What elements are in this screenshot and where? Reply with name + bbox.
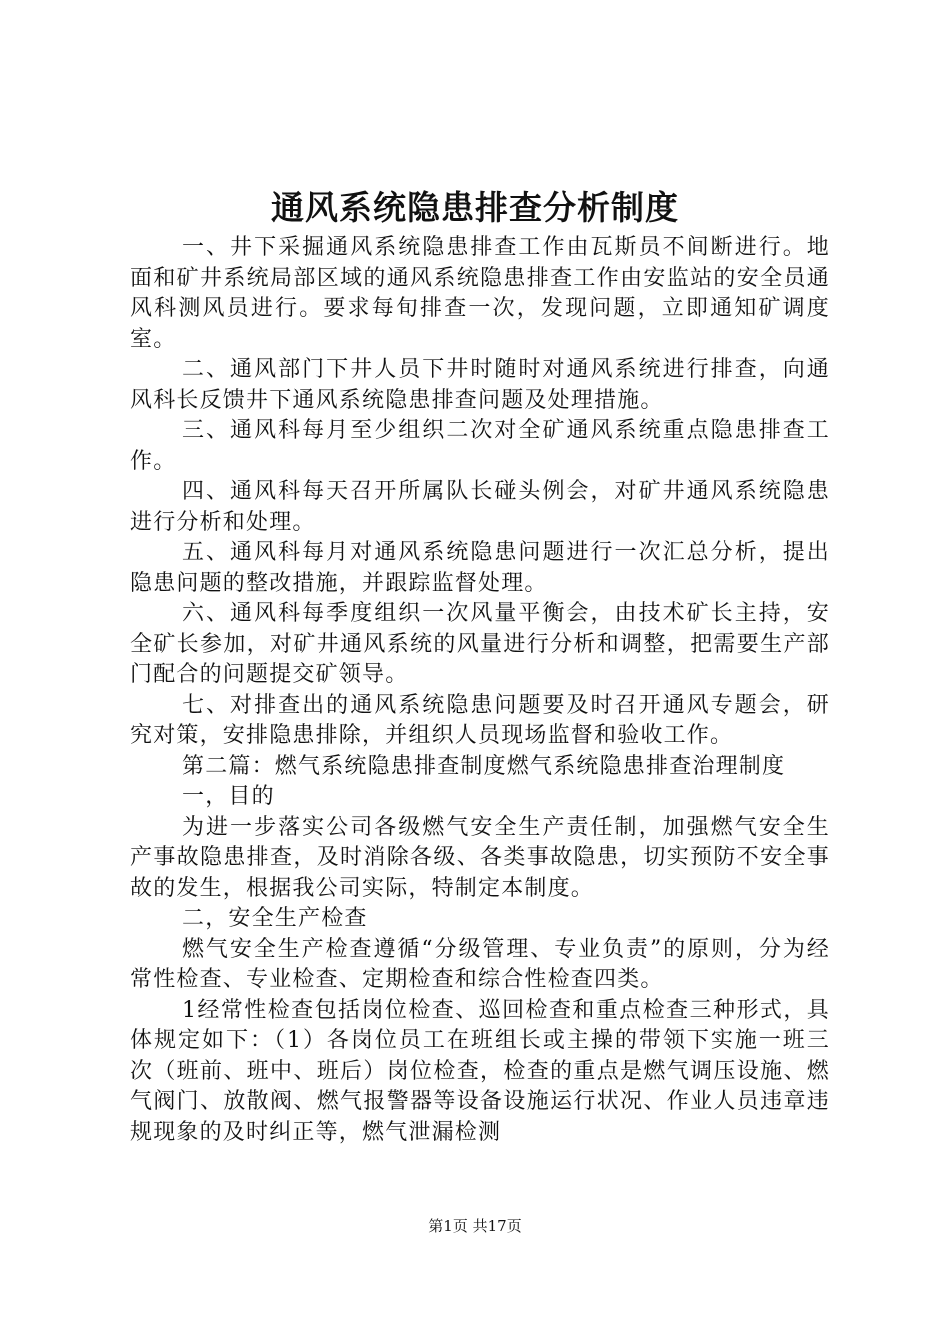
- subsection-heading: 一，目的: [182, 784, 275, 809]
- section-heading: 第二篇：燃气系统隐患排查制度燃气系统隐患排查治理制度: [182, 753, 786, 779]
- paragraph: 燃气安全生产检查遵循“分级管理、专业负责”的原则，分为经常性检查、专业检查、定期检查和综合性检查四类。: [130, 936, 830, 992]
- paragraph: 三、通风科每月至少组织二次对全矿通风系统重点隐患排查工作。: [130, 418, 830, 474]
- paragraph: 1经常性检查包括岗位检查、巡回检查和重点检查三种形式，具体规定如下：（1）各岗位员工在班组长或主操的带领下实施一班三次（班前、班中、班后）岗位检查，检查的重点是燃气调压设施、燃气阀门、放散阀、燃气报警器等设备设施运行状况、作业人员违章违规现象的及时纠正等，燃气泄漏检测: [130, 997, 830, 1145]
- paragraph: 四、通风科每天召开所属队长碰头例会，对矿井通风系统隐患进行分析和处理。: [130, 479, 830, 535]
- page-number-footer: 第1页 共17页: [428, 1217, 522, 1235]
- document-title: 通风系统隐患排查分析制度: [271, 188, 679, 227]
- subsection-heading: 二，安全生产检查: [182, 906, 368, 931]
- paragraph: 为进一步落实公司各级燃气安全生产责任制，加强燃气安全生产事故隐患排查，及时消除各级、各类事故隐患，切实预防不安全事故的发生，根据我公司实际，特制定本制度。: [130, 814, 830, 901]
- document-body: [130, 233, 830, 1148]
- paragraph: 七、对排查出的通风系统隐患问题要及时召开通风专题会，研究对策，安排隐患排除，并组织人员现场监督和验收工作。: [130, 692, 830, 748]
- paragraph: 五、通风科每月对通风系统隐患问题进行一次汇总分析，提出隐患问题的整改措施，并跟踪监督处理。: [130, 540, 830, 596]
- paragraph: 一、井下采掘通风系统隐患排查工作由瓦斯员不间断进行。地面和矿井系统局部区域的通风系统隐患排查工作由安监站的安全员通风科测风员进行。要求每旬排查一次，发现问题，立即通知矿调度室。: [130, 235, 830, 352]
- paragraph: 六、通风科每季度组织一次风量平衡会，由技术矿长主持，安全矿长参加，对矿井通风系统的风量进行分析和调整，把需要生产部门配合的问题提交矿领导。: [130, 601, 830, 687]
- paragraph: 二、通风部门下井人员下井时随时对通风系统进行排查，向通风科长反馈井下通风系统隐患排查问题及处理措施。: [130, 357, 830, 413]
